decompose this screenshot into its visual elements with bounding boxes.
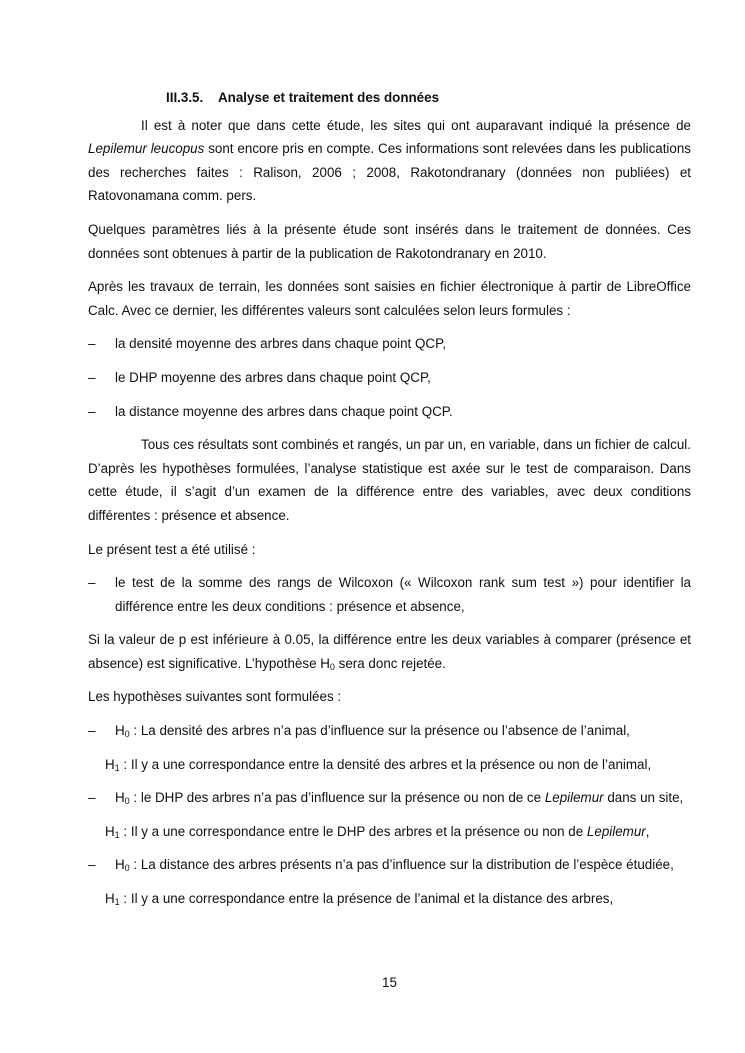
paragraph-text: sera donc rejetée. — [334, 655, 446, 671]
subscript: 0 — [124, 729, 130, 740]
paragraph-sources — [88, 114, 691, 208]
hypothesis-h1-dhp — [88, 820, 691, 844]
hypothesis-symbol: H — [105, 823, 115, 839]
hypothesis-h0-distance — [88, 853, 691, 877]
hypothesis-text: : La distance des arbres présents n’a pas d’influence sur la distribution de l’espèce étudiée, — [129, 857, 674, 873]
list-item: – la distance moyenne des arbres dans chaque point QCP. — [88, 400, 691, 424]
page-body — [88, 86, 691, 921]
hypothesis-text: : La densité des arbres n’a pas d’influence sur la présence ou l’absence de l’animal, — [129, 723, 630, 739]
paragraph-significance — [88, 628, 691, 675]
list-item: – la densité moyenne des arbres dans chaque point QCP, — [88, 332, 691, 356]
hypothesis-text: : le DHP des arbres n’a pas d’influence sur la présence ou non de ce — [129, 790, 545, 806]
hypothesis-symbol: H — [115, 790, 125, 806]
page-number: 15 — [382, 975, 397, 990]
species-name: Lepilemur — [544, 790, 604, 806]
test-list — [88, 571, 691, 618]
subscript: 1 — [114, 829, 120, 840]
hypothesis-h1-density — [88, 753, 691, 777]
hypothesis-h1-distance — [88, 887, 691, 911]
list-item: – le test de la somme des rangs de Wilcoxon (« Wilcoxon rank sum test ») pour identifier la différence entre les deux conditions : présence et absence, — [88, 571, 691, 618]
paragraph-hypotheses-intro: Les hypothèses suivantes sont formulées : — [88, 689, 342, 705]
section-title: Analyse et traitement des données — [218, 90, 440, 105]
subscript: 0 — [124, 796, 130, 807]
paragraph-text: Si la valeur de p est inférieure à 0.05, la différence entre les deux variables à comparer (présence et absence) est significative. L’hypothèse H — [88, 632, 691, 671]
hypothesis-list-1 — [88, 719, 691, 743]
hypothesis-symbol: H — [115, 723, 125, 739]
hypothesis-text: : Il y a une correspondance entre le DHP des arbres et la présence ou non de — [119, 823, 587, 839]
hypothesis-text: : Il y a une correspondance entre la présence de l’animal et la distance des arbres, — [119, 891, 614, 907]
hypothesis-list-3 — [88, 853, 691, 877]
subscript: 1 — [114, 762, 120, 773]
hypothesis-h0-density — [88, 719, 691, 743]
paragraph-text: sont encore pris en compte. Ces informations sont relevées dans les publications des recherches faites : Ralison, 2006 ; 2008, Rakotondranary (données non publiées) et Ratovonamana comm. pers. — [88, 141, 691, 204]
hypothesis-h0-dhp — [88, 786, 691, 810]
subscript: 1 — [114, 897, 120, 908]
list-item: – le DHP moyenne des arbres dans chaque point QCP, — [88, 366, 691, 390]
hypothesis-symbol: H — [105, 891, 115, 907]
hypothesis-text: : Il y a une correspondance entre la densité des arbres et la présence ou non de l’animal, — [119, 756, 652, 772]
section-heading — [88, 86, 691, 110]
hypothesis-list-2 — [88, 786, 691, 810]
hypothesis-text: dans un site, — [603, 790, 684, 806]
paragraph-test-used: Le présent test a été utilisé : — [88, 541, 256, 557]
hypothesis-symbol: H — [115, 857, 125, 873]
subscript: 0 — [124, 863, 130, 874]
hypothesis-symbol: H — [105, 756, 115, 772]
species-name: Lepilemur leucopus — [88, 141, 205, 157]
paragraph-parameters: Quelques paramètres liés à la présente étude sont insérés dans le traitement de données. Ces données sont obtenues à partir de la publication de Rakotondranary en 2010. — [88, 221, 691, 261]
paragraph-analysis: Tous ces résultats sont combinés et rangés, un par un, en variable, dans un fichier de calcul. D’après les hypothèses formulées, l’analyse statistique est axée sur le test de comparaison. Dans cette étude, il s’agit d’un examen de la différence entre des variables, avec deux conditions différentes : présence et absence. — [88, 437, 691, 523]
species-name: Lepilemur — [586, 823, 646, 839]
section-number: III.3.5. — [166, 90, 204, 105]
paragraph-data-entry: Après les travaux de terrain, les données sont saisies en fichier électronique à partir de LibreOffice Calc. Avec ce dernier, les différentes valeurs sont calculées selon leurs formules : — [88, 279, 691, 318]
calculated-values-list — [88, 332, 691, 423]
subscript: 0 — [329, 661, 335, 672]
paragraph-text: Il est à noter que dans cette étude, les sites qui ont auparavant indiqué la présence de — [141, 117, 691, 133]
hypothesis-text: , — [645, 823, 650, 839]
